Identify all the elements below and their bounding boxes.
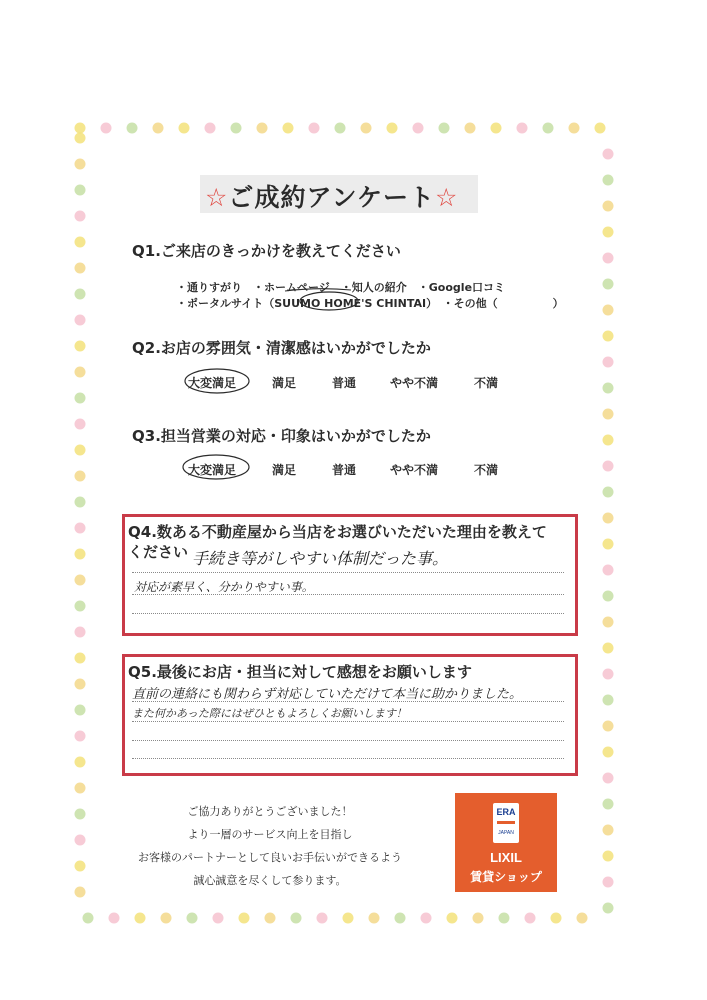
border-dot bbox=[75, 315, 86, 326]
border-dot bbox=[75, 679, 86, 690]
border-dot bbox=[603, 591, 614, 602]
border-dot bbox=[491, 123, 502, 134]
question-3-label: Q3.担当営業の対応・印象はいかがでしたか bbox=[132, 427, 431, 445]
border-dot bbox=[75, 575, 86, 586]
border-dot bbox=[239, 913, 250, 924]
border-dot bbox=[525, 913, 536, 924]
border-dot bbox=[603, 565, 614, 576]
border-dot bbox=[75, 523, 86, 534]
border-dot bbox=[603, 175, 614, 186]
border-dot bbox=[231, 123, 242, 134]
border-dot bbox=[135, 913, 146, 924]
border-dot bbox=[499, 913, 510, 924]
border-dot bbox=[577, 913, 588, 924]
border-dot bbox=[603, 695, 614, 706]
question-2-choice-very-satisfied: 大変満足 bbox=[188, 376, 237, 390]
border-dot bbox=[265, 913, 276, 924]
border-dot bbox=[75, 159, 86, 170]
border-dot bbox=[343, 913, 354, 924]
border-dot bbox=[369, 913, 380, 924]
border-dot bbox=[75, 783, 86, 794]
border-dot bbox=[75, 123, 86, 134]
question-4-answer-line2: 対応が素早く、分かりやすい事。 bbox=[134, 580, 314, 594]
border-dot bbox=[75, 809, 86, 820]
border-dot bbox=[473, 913, 484, 924]
border-dot bbox=[603, 305, 614, 316]
border-dot bbox=[75, 419, 86, 430]
border-dot bbox=[603, 825, 614, 836]
border-dot bbox=[447, 913, 458, 924]
answer-line bbox=[132, 701, 564, 702]
border-dot bbox=[395, 913, 406, 924]
border-dot bbox=[153, 123, 164, 134]
question-2-choice-neutral: 普通 bbox=[332, 376, 357, 390]
border-dot bbox=[75, 471, 86, 482]
answer-line bbox=[132, 613, 564, 614]
border-dot bbox=[603, 409, 614, 420]
border-dot bbox=[75, 835, 86, 846]
handwritten-stroke bbox=[283, 286, 353, 294]
border-dot bbox=[75, 445, 86, 456]
border-dot bbox=[75, 133, 86, 144]
border-dot bbox=[205, 123, 216, 134]
closing-line-3: お客様のパートナーとして良いお手伝いができるよう bbox=[138, 851, 402, 864]
border-dot bbox=[603, 357, 614, 368]
border-dot bbox=[75, 757, 86, 768]
question-5-answer-line1: 直前の連絡にも関わらず対応していただけて本当に助かりました。 bbox=[132, 687, 523, 702]
question-2-choice-somewhat-unsatisfied: やや不満 bbox=[390, 376, 439, 390]
answer-line bbox=[132, 758, 564, 759]
border-dot bbox=[603, 513, 614, 524]
border-dot bbox=[603, 747, 614, 758]
border-dot bbox=[283, 123, 294, 134]
answer-line bbox=[132, 740, 564, 741]
question-4-answer-line1: 手続き等がしやすい体制だった事。 bbox=[192, 549, 449, 568]
border-dot bbox=[603, 487, 614, 498]
question-3-choice-satisfied: 満足 bbox=[272, 463, 297, 477]
logo-brand-name: LIXIL bbox=[490, 850, 522, 865]
era-badge-subtext: JAPAN bbox=[498, 830, 514, 836]
border-dot bbox=[361, 123, 372, 134]
answer-line bbox=[132, 572, 564, 573]
question-4-label-line2: ください bbox=[128, 543, 189, 561]
question-5-answer-line2: また何かあった際にはぜひともよろしくお願いします！ bbox=[132, 707, 407, 720]
border-dot bbox=[603, 669, 614, 680]
border-dot bbox=[603, 617, 614, 628]
border-dot bbox=[101, 123, 112, 134]
border-dot bbox=[75, 263, 86, 274]
selection-circle-q3 bbox=[180, 452, 252, 482]
border-dot bbox=[603, 799, 614, 810]
question-3-choice-very-satisfied: 大変満足 bbox=[188, 463, 237, 477]
border-dot bbox=[335, 123, 346, 134]
question-1-label: Q1.ご来店のきっかけを教えてください bbox=[132, 242, 401, 260]
border-dot bbox=[603, 383, 614, 394]
border-dot bbox=[465, 123, 476, 134]
border-dot bbox=[257, 123, 268, 134]
border-dot bbox=[595, 123, 606, 134]
star-icon: ☆ bbox=[435, 183, 459, 212]
border-dot bbox=[75, 549, 86, 560]
border-dot bbox=[75, 653, 86, 664]
border-dot bbox=[75, 211, 86, 222]
selection-circle-q2 bbox=[182, 366, 252, 396]
border-dot bbox=[83, 913, 94, 924]
border-dot bbox=[603, 461, 614, 472]
border-dot bbox=[603, 773, 614, 784]
question-3-choice-unsatisfied: 不満 bbox=[474, 463, 499, 477]
question-3-choice-somewhat-unsatisfied: やや不満 bbox=[390, 463, 439, 477]
border-dot bbox=[127, 123, 138, 134]
border-dot bbox=[75, 627, 86, 638]
survey-title: ☆ご成約アンケート☆ bbox=[205, 183, 459, 212]
border-dot bbox=[75, 705, 86, 716]
era-badge-text: ERA bbox=[496, 807, 516, 817]
border-dot bbox=[75, 289, 86, 300]
question-4-label-line1: Q4.数ある不動産屋から当店をお選びいただいた理由を教えて bbox=[128, 523, 547, 541]
border-dot bbox=[75, 887, 86, 898]
border-dot bbox=[603, 721, 614, 732]
border-dot bbox=[603, 201, 614, 212]
border-dot bbox=[317, 913, 328, 924]
border-dot bbox=[75, 237, 86, 248]
border-dot bbox=[603, 331, 614, 342]
border-dot bbox=[603, 435, 614, 446]
closing-line-2: より一層のサービス向上を目指し bbox=[187, 828, 353, 841]
border-dot bbox=[603, 227, 614, 238]
border-dot bbox=[187, 913, 198, 924]
border-dot bbox=[603, 149, 614, 160]
question-1-options-line2: ・ポータルサイト（SUUMO HOME'S CHINTAI） ・その他（ ） bbox=[176, 297, 564, 310]
border-dot bbox=[603, 851, 614, 862]
border-dot bbox=[75, 497, 86, 508]
border-dot bbox=[421, 913, 432, 924]
question-5-label: Q5.最後にお店・担当に対して感想をお願いします bbox=[128, 663, 472, 681]
border-dot bbox=[75, 731, 86, 742]
question-3-choice-neutral: 普通 bbox=[332, 463, 357, 477]
border-dot bbox=[179, 123, 190, 134]
border-dot bbox=[309, 123, 320, 134]
border-dot bbox=[603, 279, 614, 290]
era-badge-icon bbox=[493, 803, 519, 843]
answer-line bbox=[132, 594, 564, 595]
border-dot bbox=[439, 123, 450, 134]
border-dot bbox=[569, 123, 580, 134]
border-dot bbox=[517, 123, 528, 134]
logo-shop-name: 賃貸ショップ bbox=[470, 870, 542, 884]
border-dot bbox=[603, 877, 614, 888]
question-2-choice-satisfied: 満足 bbox=[272, 376, 297, 390]
border-dot bbox=[291, 913, 302, 924]
closing-line-4: 誠心誠意を尽くして参ります。 bbox=[193, 874, 347, 887]
era-badge-stripe bbox=[497, 821, 515, 824]
question-2-choice-unsatisfied: 不満 bbox=[474, 376, 499, 390]
border-dot bbox=[603, 643, 614, 654]
star-icon: ☆ bbox=[205, 183, 229, 212]
border-dot bbox=[543, 123, 554, 134]
border-dot bbox=[161, 913, 172, 924]
border-dot bbox=[603, 539, 614, 550]
answer-line bbox=[132, 721, 564, 722]
border-dot bbox=[75, 601, 86, 612]
border-dot bbox=[75, 341, 86, 352]
border-dot bbox=[109, 913, 120, 924]
border-dot bbox=[551, 913, 562, 924]
border-dot bbox=[603, 903, 614, 914]
border-dot bbox=[213, 913, 224, 924]
border-dot bbox=[413, 123, 424, 134]
border-dot bbox=[75, 393, 86, 404]
question-1-options-line1: ・通りすがり ・ホームページ ・知人の紹介 ・Google口コミ bbox=[176, 281, 506, 294]
closing-line-1: ご協力ありがとうございました！ bbox=[187, 805, 353, 818]
border-dot bbox=[75, 861, 86, 872]
border-dot bbox=[75, 185, 86, 196]
border-dot bbox=[387, 123, 398, 134]
question-2-label: Q2.お店の雰囲気・清潔感はいかがでしたか bbox=[132, 339, 431, 357]
border-dot bbox=[603, 253, 614, 264]
border-dot bbox=[75, 367, 86, 378]
